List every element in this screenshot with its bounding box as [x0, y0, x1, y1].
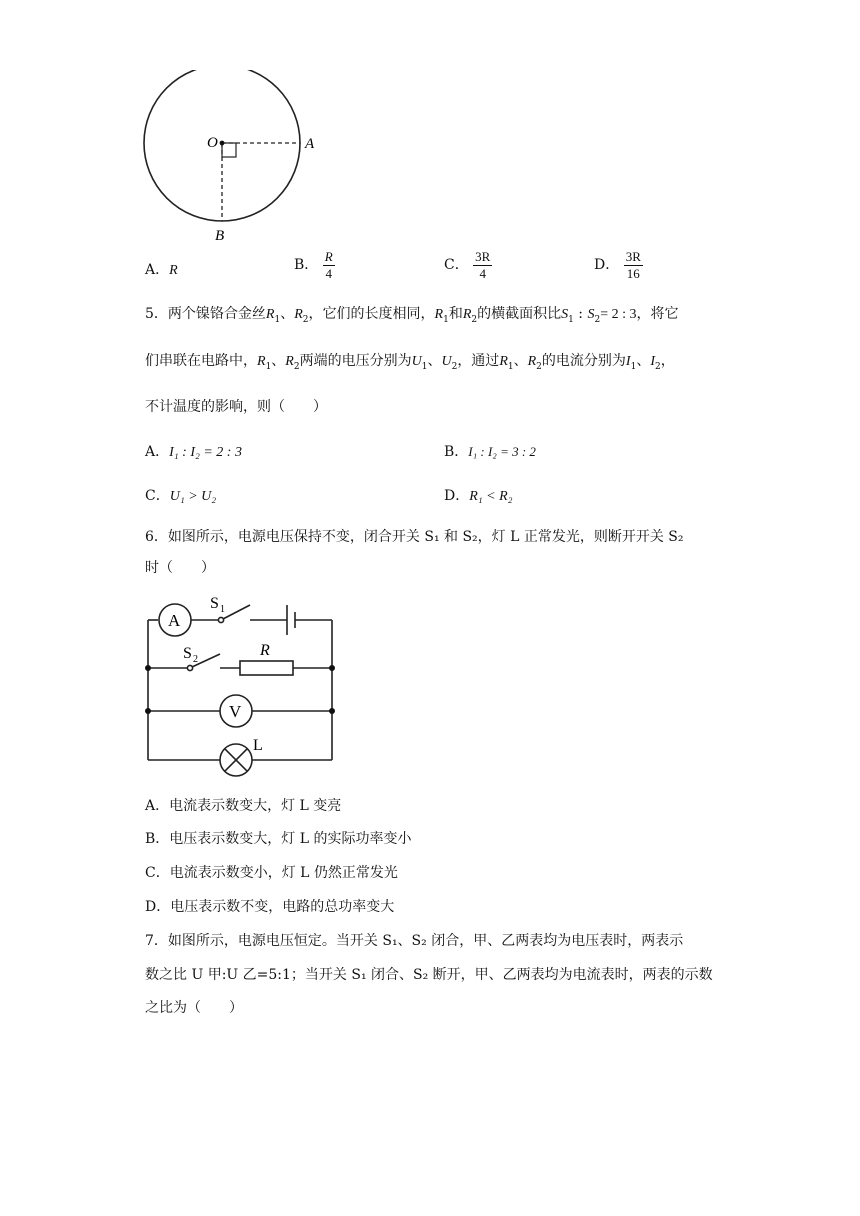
q4-option-a: A．R: [145, 262, 178, 278]
q6-option-d: D．电压表示数不变，电路的总功率变大: [145, 899, 395, 915]
q6-line1: 6．如图所示，电源电压保持不变，闭合开关 S₁ 和 S₂，灯 L 正常发光，则断开开关 S₂: [145, 529, 684, 545]
switch1-label: S: [210, 595, 219, 612]
circuit-diagram: [140, 590, 340, 780]
q5-option-d: D．R₁ < R₂: [444, 488, 513, 504]
resistor-label: R: [260, 642, 270, 659]
q5-option-a: A．I₁ : I₂ = 2 : 3: [145, 444, 242, 460]
q5-line3: 不计温度的影响，则（ ）: [145, 399, 327, 415]
q6-option-c: C．电流表示数变小，灯 L 仍然正常发光: [145, 865, 398, 881]
q7-line1: 7．如图所示，电源电压恒定。当开关 S₁、S₂ 闭合，甲、乙两表均为电压表时，两表示: [145, 933, 684, 949]
fraction: $\frac{R}{4}$: [324, 249, 333, 281]
q5-line2: 们串联在电路中，$R_1$、$R_2$两端的电压分别为$U_1$、$U_2$，通过$R_1$、$R_2$的电流分别为$I_1$、$I_2$，: [145, 353, 675, 372]
q5-line1: 5．两个镍铬合金丝$R_1$、$R_2$，它们的长度相同，$R_1$和$R_2$的横截面积比$S_1$ : $S_2= 2$ : 3，将它: [145, 306, 679, 325]
fraction: $\frac{3R}{4}$: [475, 249, 491, 281]
lamp-label: L: [253, 737, 263, 754]
q4-option-b: B． $\frac{R}{4}$: [294, 249, 333, 281]
label-o: O: [207, 135, 218, 151]
q5-option-b: B．I₁ : I₂ = 3 : 2: [444, 444, 536, 460]
q5-option-c: C．U₁ > U₂: [145, 488, 217, 504]
q6-line2: 时（ ）: [145, 560, 215, 576]
switch2-label: S: [183, 645, 192, 662]
q6-option-b: B．电压表示数变大，灯 L 的实际功率变小: [145, 831, 412, 847]
q6-option-a: A．电流表示数变大，灯 L 变亮: [145, 798, 342, 814]
q7-line2: 数之比 U 甲:U 乙=5:1；当开关 S₁ 闭合、S₂ 断开，甲、乙两表均为电流表时，两表的示数: [145, 967, 713, 983]
circle-figure: [140, 70, 330, 250]
voltmeter-label: V: [229, 702, 242, 721]
switch2-sub: 2: [193, 654, 198, 665]
q7-line3: 之比为（ ）: [145, 1000, 243, 1016]
q4-option-c: C． $\frac{3R}{4}$: [444, 249, 491, 281]
fraction: $\frac{3R}{16}$: [625, 249, 641, 281]
label-b: B: [215, 228, 225, 244]
q4-option-d: D． $\frac{3R}{16}$: [594, 249, 641, 281]
switch1-sub: 1: [220, 604, 225, 615]
label-a: A: [305, 136, 315, 152]
ammeter-label: A: [168, 611, 181, 630]
